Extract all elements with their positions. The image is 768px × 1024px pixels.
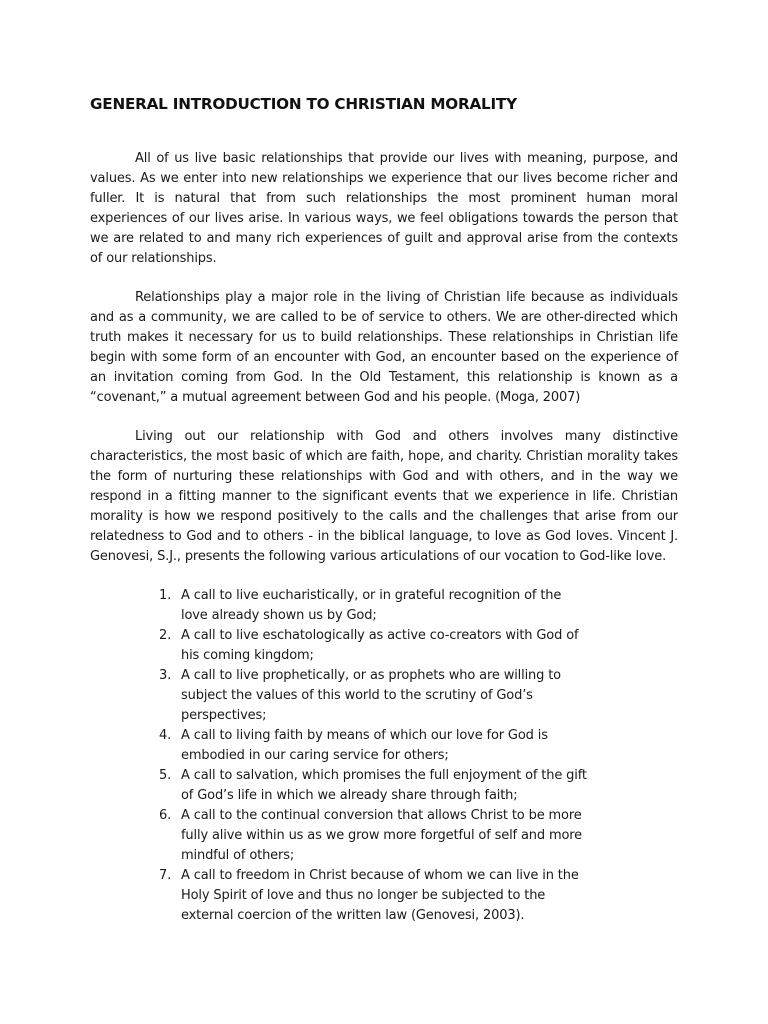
- paragraph-relationships-christian-life: Relationships play a major role in the living of Christian life because as individuals and as a community, we are called to be of service to others. We are other-directed which truth makes it necessary for us to build relationships. These relationships in Christian life begin with some form of an encounter with God, an encounter based on the experience of an invitation coming from God. In the Old Testament, this relationship is known as a “covenant,” a mutual agreement between God and his people. (Moga, 2007): [90, 290, 678, 405]
- list-item: [90, 866, 678, 926]
- list-item-text: A call to live prophetically, or as prophets who are willing to subject the values of this world to the scrutiny of God’s perspectives;: [181, 668, 561, 723]
- list-item-number: 7.: [159, 868, 172, 883]
- list-item-number: 2.: [159, 628, 172, 643]
- list-item: [90, 586, 678, 626]
- list-item-text: A call to the continual conversion that allows Christ to be more fully alive within us as we grow more forgetful of self and more mindful of others;: [181, 808, 583, 863]
- list-item-text: A call to salvation, which promises the full enjoyment of the gift of God’s life in which we already share through faith;: [181, 768, 587, 803]
- document-title: GENERAL INTRODUCTION TO CHRISTIAN MORALITY: [90, 95, 517, 113]
- paragraph-relationships-basic: All of us live basic relationships that provide our lives with meaning, purpose, and values. As we enter into new relationships we experience that our lives become richer and fuller. It is natural that from such relationships the most prominent human moral experiences of our lives arise. In various ways, we feel obligations towards the person that we are related to and many rich experiences of guilt and approval arise from the contexts of our relationships.: [90, 151, 678, 266]
- list-item-text: A call to living faith by means of which our love for God is embodied in our caring service for others;: [181, 728, 548, 763]
- list-item-number: 1.: [159, 588, 172, 603]
- list-item: [90, 626, 678, 666]
- list-item-number: 6.: [159, 808, 172, 823]
- list-item: [90, 666, 678, 726]
- list-item-number: 4.: [159, 728, 172, 743]
- vocation-calls-list: [90, 586, 678, 926]
- list-item-number: 3.: [159, 668, 172, 683]
- list-item: [90, 806, 678, 866]
- list-item: [90, 766, 678, 806]
- list-item-text: A call to freedom in Christ because of whom we can live in the Holy Spirit of love and thus no longer be subjected to the external coercion of the written law (Genovesi, 2003).: [181, 868, 579, 923]
- list-item: [90, 726, 678, 766]
- list-item-text: A call to live eucharistically, or in grateful recognition of the love already shown us by God;: [181, 588, 562, 623]
- paragraph-living-relationship-with-god: Living out our relationship with God and others involves many distinctive characteristics, the most basic of which are faith, hope, and charity. Christian morality takes the form of nurturing these relationships with God and with others, and in the way we respond in a fitting manner to the significant events that we experience in life. Christian morality is how we respond positively to the calls and the challenges that arise from our relatedness to God and to others - in the biblical language, to love as God loves. Vincent J. Genovesi, S.J., presents the following various articulations of our vocation to God-like love.: [90, 429, 678, 564]
- list-item-text: A call to live eschatologically as active co-creators with God of his coming kingdom;: [181, 628, 579, 663]
- list-item-number: 5.: [159, 768, 172, 783]
